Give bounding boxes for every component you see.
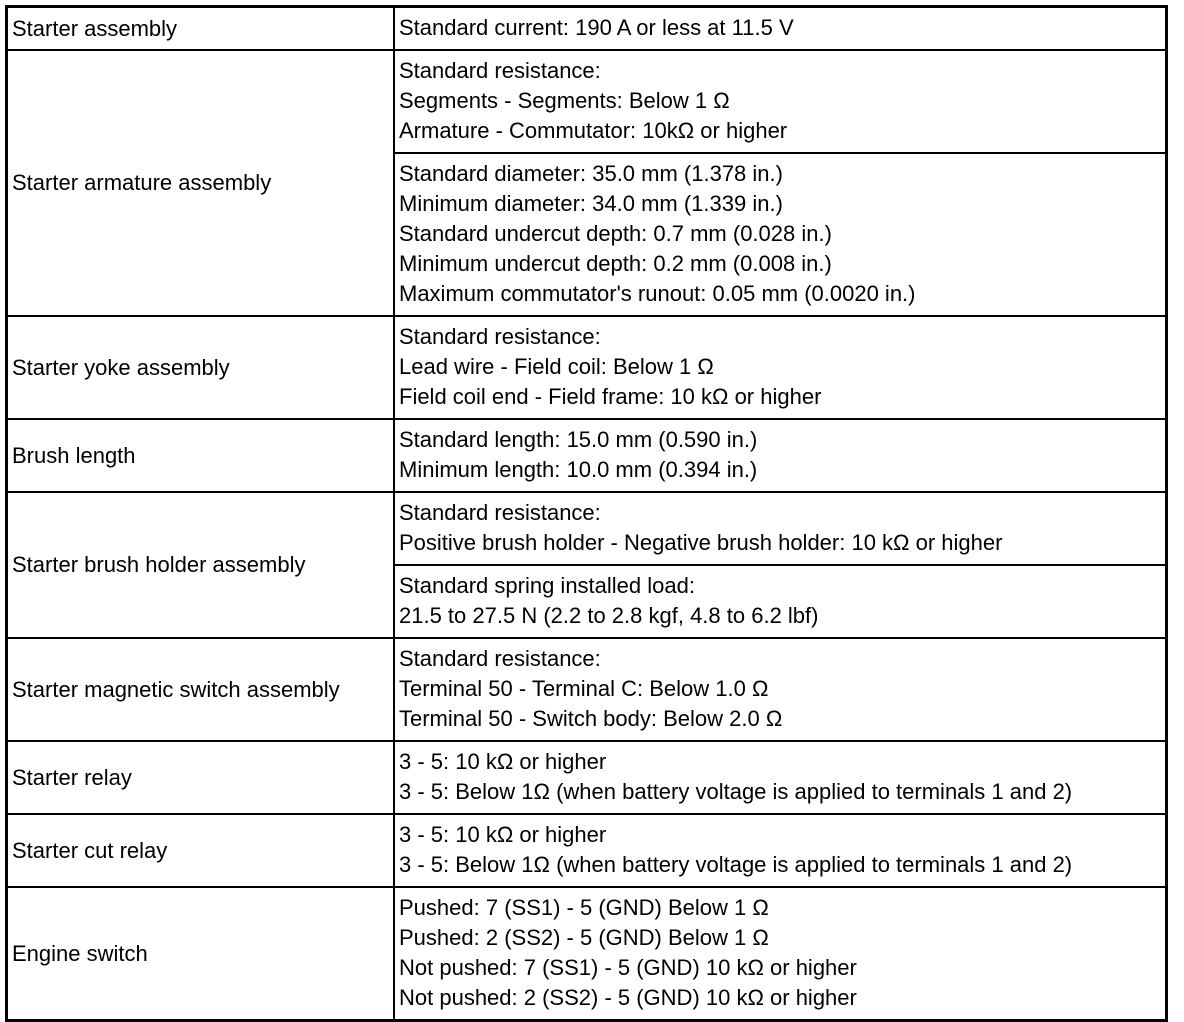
specification-cell (394, 50, 1167, 153)
specification-line: Not pushed: 7 (SS1) - 5 (GND) 10 kΩ or higher (399, 955, 857, 980)
specification-line: 3 - 5: Below 1Ω (when battery voltage is applied to terminals 1 and 2) (399, 852, 1073, 877)
specification-line: Positive brush holder - Negative brush holder: 10 kΩ or higher (399, 530, 1003, 555)
specification-line: 3 - 5: 10 kΩ or higher (399, 822, 607, 847)
specification-line: 21.5 to 27.5 N (2.2 to 2.8 kgf, 4.8 to 6.2 lbf) (399, 603, 819, 628)
component-name-cell: Brush length (7, 419, 395, 492)
component-name-cell: Starter yoke assembly (7, 316, 395, 419)
specification-line: Minimum undercut depth: 0.2 mm (0.008 in.) (399, 251, 832, 276)
component-name-cell: Starter armature assembly (7, 50, 395, 316)
spec-row (7, 316, 1167, 419)
spec-row (7, 50, 1167, 153)
specification-line: Standard resistance: (399, 500, 601, 525)
specification-cell (394, 316, 1167, 419)
specification-line: Standard spring installed load: (399, 573, 695, 598)
specification-line: Not pushed: 2 (SS2) - 5 (GND) 10 kΩ or higher (399, 985, 857, 1010)
spec-row (7, 887, 1167, 1021)
component-name-cell: Starter relay (7, 741, 395, 814)
specification-line: 3 - 5: 10 kΩ or higher (399, 749, 607, 774)
specification-cell (394, 565, 1167, 638)
specification-line: Standard resistance: (399, 646, 601, 671)
component-name-cell: Engine switch (7, 887, 395, 1021)
specification-line: Standard undercut depth: 0.7 mm (0.028 in.) (399, 221, 832, 246)
specification-line: Standard length: 15.0 mm (0.590 in.) (399, 427, 758, 452)
spec-row (7, 419, 1167, 492)
specification-line: Segments - Segments: Below 1 Ω (399, 88, 730, 113)
specification-cell (394, 153, 1167, 316)
specification-line: Standard resistance: (399, 324, 601, 349)
specification-line: Terminal 50 - Switch body: Below 2.0 Ω (399, 706, 783, 731)
specification-line: Standard resistance: (399, 58, 601, 83)
specification-line: Armature - Commutator: 10kΩ or higher (399, 118, 788, 143)
specification-line: Pushed: 7 (SS1) - 5 (GND) Below 1 Ω (399, 895, 769, 920)
spec-row (7, 7, 1167, 51)
specification-line: Lead wire - Field coil: Below 1 Ω (399, 354, 714, 379)
component-name-cell: Starter brush holder assembly (7, 492, 395, 638)
specification-cell (394, 638, 1167, 741)
component-name-cell: Starter cut relay (7, 814, 395, 887)
specification-cell (394, 492, 1167, 565)
specification-line: Field coil end - Field frame: 10 kΩ or higher (399, 384, 822, 409)
spec-row (7, 741, 1167, 814)
specification-cell (394, 741, 1167, 814)
specification-line: Minimum length: 10.0 mm (0.394 in.) (399, 457, 758, 482)
spec-table (5, 5, 1168, 1022)
specification-cell (394, 7, 1167, 51)
component-name-cell: Starter assembly (7, 7, 395, 51)
specification-cell (394, 419, 1167, 492)
specification-cell (394, 814, 1167, 887)
specification-cell (394, 887, 1167, 1021)
spec-table-body (7, 7, 1167, 1021)
specification-line: Pushed: 2 (SS2) - 5 (GND) Below 1 Ω (399, 925, 769, 950)
specification-line: 3 - 5: Below 1Ω (when battery voltage is applied to terminals 1 and 2) (399, 779, 1073, 804)
spec-row (7, 638, 1167, 741)
specification-line: Standard current: 190 A or less at 11.5 V (399, 15, 794, 40)
spec-row (7, 492, 1167, 565)
component-name-cell: Starter magnetic switch assembly (7, 638, 395, 741)
spec-row (7, 814, 1167, 887)
specification-line: Terminal 50 - Terminal C: Below 1.0 Ω (399, 676, 769, 701)
specification-line: Minimum diameter: 34.0 mm (1.339 in.) (399, 191, 783, 216)
specification-line: Standard diameter: 35.0 mm (1.378 in.) (399, 161, 783, 186)
specification-line: Maximum commutator's runout: 0.05 mm (0.0020 in.) (399, 281, 916, 306)
